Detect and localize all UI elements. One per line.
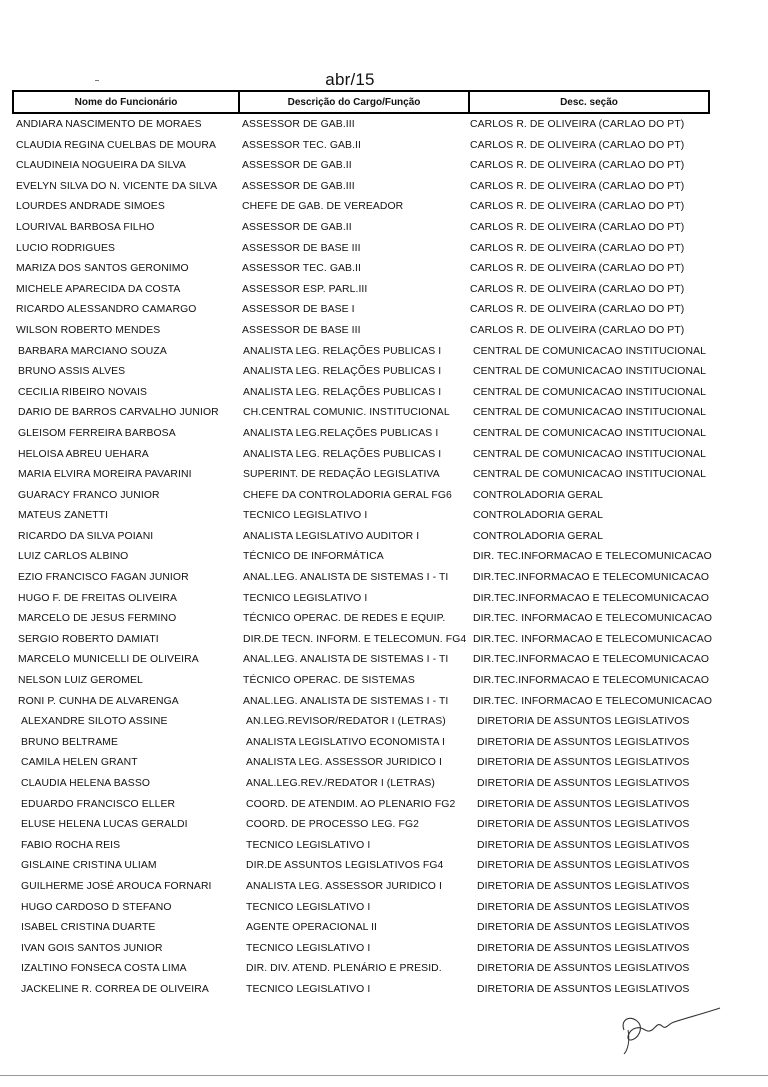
table-row (0, 320, 768, 341)
section-name: DIRETORIA DE ASSUNTOS LEGISLATIVOS (477, 901, 690, 913)
section-name: CARLOS R. DE OLIVEIRA (CARLAO DO PT) (470, 201, 685, 213)
employee-name: CAMILA HELEN GRANT (21, 757, 138, 769)
employee-name: RICARDO ALESSANDRO CAMARGO (16, 304, 197, 316)
employee-name: IZALTINO FONSECA COSTA LIMA (21, 963, 187, 975)
job-title: ANAL.LEG.REV./REDATOR I (LETRAS) (246, 778, 435, 789)
section-name: CENTRAL DE COMUNICACAO INSTITUCIONAL (473, 448, 706, 460)
table-row (0, 588, 768, 609)
section-name: DIR.TEC. INFORMACAO E TELECOMUNICACAO (473, 695, 713, 707)
job-title: ANALISTA LEG.RELAÇÕES PUBLICAS I (243, 427, 439, 439)
section-name: CONTROLADORIA GERAL (473, 510, 604, 522)
header-section: Desc. seção (560, 97, 618, 108)
employee-name: CLAUDINEIA NOGUEIRA DA SILVA (16, 160, 186, 172)
table-header (12, 90, 710, 114)
section-name: DIRETORIA DE ASSUNTOS LEGISLATIVOS (477, 860, 690, 872)
table-row (0, 691, 768, 712)
employee-name: BARBARA MARCIANO SOUZA (18, 345, 167, 357)
section-name: DIRETORIA DE ASSUNTOS LEGISLATIVOS (477, 922, 690, 934)
table-row (0, 979, 768, 1000)
section-name: DIR.TEC. INFORMACAO E TELECOMUNICACAO (473, 613, 713, 625)
table-row (0, 897, 768, 918)
header-name: Nome do Funcionário (14, 92, 240, 112)
employee-name: LOURDES ANDRADE SIMOES (16, 201, 165, 213)
employee-name: HUGO CARDOSO D STEFANO (21, 901, 172, 913)
section-name: CENTRAL DE COMUNICACAO INSTITUCIONAL (473, 366, 706, 378)
employee-name: MARCELO DE JESUS FERMINO (18, 613, 177, 625)
job-title: TÉCNICO OPERAC. DE REDES E EQUIP. (243, 613, 446, 625)
section-name: CARLOS R. DE OLIVEIRA (CARLAO DO PT) (470, 324, 685, 336)
employee-name: ELUSE HELENA LUCAS GERALDI (21, 819, 188, 831)
employee-name: DARIO DE BARROS CARVALHO JUNIOR (18, 407, 219, 419)
section-name: DIR.TEC.INFORMACAO E TELECOMUNICACAO (473, 675, 710, 687)
table-row (0, 876, 768, 897)
table-row (0, 114, 768, 135)
employee-name: EZIO FRANCISCO FAGAN JUNIOR (18, 572, 189, 584)
job-title: ANAL.LEG. ANALISTA DE SISTEMAS I - TI (243, 572, 449, 584)
job-title: COORD. DE PROCESSO LEG. FG2 (246, 819, 420, 831)
employee-name: LOURIVAL BARBOSA FILHO (16, 221, 155, 233)
employee-name: BRUNO BELTRAME (21, 736, 119, 748)
section-name: CENTRAL DE COMUNICACAO INSTITUCIONAL (473, 386, 706, 398)
job-title: ASSESSOR DE BASE I (242, 304, 355, 316)
table-row (0, 670, 768, 691)
table-row (0, 917, 768, 938)
table-row (0, 196, 768, 217)
employee-name: GUILHERME JOSÉ AROUCA FORNARI (21, 880, 212, 892)
table-row (0, 464, 768, 485)
employee-name: CLAUDIA HELENA BASSO (21, 778, 151, 789)
section-name: DIRETORIA DE ASSUNTOS LEGISLATIVOS (477, 716, 690, 728)
employee-name: HUGO F. DE FREITAS OLIVEIRA (18, 592, 177, 604)
employee-name: HELOISA ABREU UEHARA (18, 448, 149, 460)
table-row (0, 711, 768, 732)
employee-name: GISLAINE CRISTINA ULIAM (21, 860, 157, 872)
employee-name: ALEXANDRE SILOTO ASSINE (21, 716, 168, 728)
section-name: DIR. TEC.INFORMACAO E TELECOMUNICACAO (473, 551, 712, 563)
section-name: CARLOS R. DE OLIVEIRA (CARLAO DO PT) (470, 139, 685, 151)
employee-name: CLAUDIA REGINA CUELBAS DE MOURA (16, 139, 216, 151)
table-row (0, 258, 768, 279)
job-title: ASSESSOR DE GAB.III (242, 119, 355, 130)
page-bottom-edge (0, 1075, 768, 1076)
job-title: DIR.DE ASSUNTOS LEGISLATIVOS FG4 (246, 860, 444, 872)
table-row (0, 835, 768, 856)
section-name: CARLOS R. DE OLIVEIRA (CARLAO DO PT) (470, 180, 685, 192)
job-title: DIR.DE TECN. INFORM. E TELECOMUN. FG4 (243, 633, 467, 645)
job-title: AN.LEG.REVISOR/REDATOR I (LETRAS) (246, 716, 446, 728)
employee-name: MICHELE APARECIDA DA COSTA (16, 283, 181, 295)
table-row (0, 814, 768, 835)
table-row (0, 546, 768, 567)
job-title: TÉCNICO OPERAC. DE SISTEMAS (243, 675, 415, 687)
employee-name: CECILIA RIBEIRO NOVAIS (18, 386, 148, 398)
section-name: CARLOS R. DE OLIVEIRA (CARLAO DO PT) (470, 242, 685, 254)
employee-name: GLEISOM FERREIRA BARBOSA (18, 427, 176, 439)
section-name: DIRETORIA DE ASSUNTOS LEGISLATIVOS (477, 736, 690, 748)
section-name: CARLOS R. DE OLIVEIRA (CARLAO DO PT) (470, 283, 685, 295)
job-title: ASSESSOR DE GAB.II (242, 160, 352, 172)
job-title: CHEFE DE GAB. DE VEREADOR (242, 201, 404, 213)
section-name: CARLOS R. DE OLIVEIRA (CARLAO DO PT) (470, 263, 685, 275)
table-row (0, 135, 768, 156)
job-title: TECNICO LEGISLATIVO I (246, 901, 371, 913)
table-row (0, 608, 768, 629)
employee-name: RICARDO DA SILVA POIANI (18, 530, 154, 542)
header-role: Descrição do Cargo/Função (240, 92, 470, 112)
employee-name: MARCELO MUNICELLI DE OLIVEIRA (18, 654, 199, 666)
table-row (0, 526, 768, 547)
job-title: ANALISTA LEG. ASSESSOR JURIDICO I (246, 757, 442, 769)
section-name: DIRETORIA DE ASSUNTOS LEGISLATIVOS (477, 839, 690, 851)
job-title: ANAL.LEG. ANALISTA DE SISTEMAS I - TI (243, 695, 449, 707)
employee-name: EVELYN SILVA DO N. VICENTE DA SILVA (16, 180, 218, 192)
employee-name: NELSON LUIZ GEROMEL (18, 675, 143, 687)
section-name: DIR.TEC.INFORMACAO E TELECOMUNICACAO (473, 592, 710, 604)
employee-name: FABIO ROCHA REIS (21, 839, 121, 851)
table-row (0, 649, 768, 670)
section-name: CARLOS R. DE OLIVEIRA (CARLAO DO PT) (470, 119, 685, 130)
employee-name: LUCIO RODRIGUES (16, 242, 116, 254)
table-row (0, 279, 768, 300)
job-title: TECNICO LEGISLATIVO I (246, 942, 371, 954)
section-name: CONTROLADORIA GERAL (473, 489, 604, 501)
section-name: CENTRAL DE COMUNICACAO INSTITUCIONAL (473, 345, 706, 357)
table-row (0, 155, 768, 176)
table-row (0, 505, 768, 526)
table-row (0, 732, 768, 753)
table-row (0, 299, 768, 320)
job-title: ANALISTA LEG. RELAÇÕES PUBLICAS I (243, 366, 442, 378)
table-row (0, 238, 768, 259)
job-title: SUPERINT. DE REDAÇÃO LEGISLATIVA (243, 469, 440, 481)
employee-name: BRUNO ASSIS ALVES (18, 366, 126, 378)
job-title: ANALISTA LEG. ASSESSOR JURIDICO I (246, 880, 442, 892)
job-title: ANAL.LEG. ANALISTA DE SISTEMAS I - TI (243, 654, 449, 666)
section-name: CENTRAL DE COMUNICACAO INSTITUCIONAL (473, 469, 706, 481)
job-title: ASSESSOR DE BASE III (242, 242, 361, 254)
table-row (0, 361, 768, 382)
job-title: TECNICO LEGISLATIVO I (243, 510, 368, 522)
employee-name: SERGIO ROBERTO DAMIATI (18, 633, 159, 645)
section-name: DIR.TEC.INFORMACAO E TELECOMUNICACAO (473, 654, 710, 666)
job-title: ANALISTA LEG. RELAÇÕES PUBLICAS I (243, 386, 442, 398)
table-row (0, 485, 768, 506)
table-row (0, 567, 768, 588)
section-name: CENTRAL DE COMUNICACAO INSTITUCIONAL (473, 407, 706, 419)
table-row (0, 752, 768, 773)
employee-name: EDUARDO FRANCISCO ELLER (21, 798, 176, 810)
table-body (0, 114, 768, 1000)
job-title: DIR. DIV. ATEND. PLENÁRIO E PRESID. (246, 963, 442, 975)
job-title: ANALISTA LEG. RELAÇÕES PUBLICAS I (243, 448, 442, 460)
employee-name: ISABEL CRISTINA DUARTE (21, 922, 156, 934)
employee-name: MARIZA DOS SANTOS GERONIMO (16, 263, 189, 275)
job-title: COORD. DE ATENDIM. AO PLENARIO FG2 (246, 798, 456, 810)
section-name: DIRETORIA DE ASSUNTOS LEGISLATIVOS (477, 778, 690, 789)
table-row (0, 444, 768, 465)
employee-name: WILSON ROBERTO MENDES (16, 324, 161, 336)
section-name: DIRETORIA DE ASSUNTOS LEGISLATIVOS (477, 942, 690, 954)
job-title: TÉCNICO DE INFORMÁTICA (243, 551, 384, 563)
section-name: CARLOS R. DE OLIVEIRA (CARLAO DO PT) (470, 304, 685, 316)
section-name: DIR.TEC.INFORMACAO E TELECOMUNICACAO (473, 572, 710, 584)
section-name: CENTRAL DE COMUNICACAO INSTITUCIONAL (473, 427, 706, 439)
table-row (0, 773, 768, 794)
section-name: DIRETORIA DE ASSUNTOS LEGISLATIVOS (477, 983, 690, 995)
employee-name: JACKELINE R. CORREA DE OLIVEIRA (21, 983, 209, 995)
employee-name: GUARACY FRANCO JUNIOR (18, 489, 160, 501)
table-row (0, 629, 768, 650)
job-title: ANALISTA LEGISLATIVO ECONOMISTA I (246, 736, 446, 748)
employee-name: MARIA ELVIRA MOREIRA PAVARINI (18, 469, 192, 481)
job-title: TECNICO LEGISLATIVO I (246, 839, 371, 851)
employee-name: ANDIARA NASCIMENTO DE MORAES (16, 119, 202, 130)
table-row (0, 958, 768, 979)
section-name: CARLOS R. DE OLIVEIRA (CARLAO DO PT) (470, 221, 685, 233)
section-name: DIRETORIA DE ASSUNTOS LEGISLATIVOS (477, 819, 690, 831)
job-title: ANALISTA LEGISLATIVO AUDITOR I (243, 530, 420, 542)
employee-name: LUIZ CARLOS ALBINO (18, 551, 129, 563)
job-title: TECNICO LEGISLATIVO I (243, 592, 368, 604)
table-row (0, 176, 768, 197)
employee-name: IVAN GOIS SANTOS JUNIOR (21, 942, 163, 954)
table-row (0, 938, 768, 959)
section-name: CONTROLADORIA GERAL (473, 530, 604, 542)
job-title: TECNICO LEGISLATIVO I (246, 983, 371, 995)
job-title: ASSESSOR DE BASE III (242, 324, 361, 336)
table-row (0, 855, 768, 876)
section-name: CARLOS R. DE OLIVEIRA (CARLAO DO PT) (470, 160, 685, 172)
table-row (0, 341, 768, 362)
section-name: DIRETORIA DE ASSUNTOS LEGISLATIVOS (477, 963, 690, 975)
job-title: ASSESSOR TEC. GAB.II (242, 263, 362, 275)
section-name: DIRETORIA DE ASSUNTOS LEGISLATIVOS (477, 757, 690, 769)
job-title: ASSESSOR TEC. GAB.II (242, 139, 362, 151)
job-title: CH.CENTRAL COMUNIC. INSTITUCIONAL (243, 407, 450, 419)
employee-name: RONI P. CUNHA DE ALVARENGA (18, 695, 179, 707)
table-row (0, 217, 768, 238)
section-name: DIR.TEC. INFORMACAO E TELECOMUNICACAO (473, 633, 713, 645)
job-title: CHEFE DA CONTROLADORIA GERAL FG6 (243, 489, 452, 501)
table-row (0, 423, 768, 444)
job-title: ASSESSOR DE GAB.III (242, 180, 355, 192)
employee-name: MATEUS ZANETTI (18, 510, 109, 522)
page-title: abr/15 (325, 70, 375, 89)
section-name: DIRETORIA DE ASSUNTOS LEGISLATIVOS (477, 880, 690, 892)
section-name: DIRETORIA DE ASSUNTOS LEGISLATIVOS (477, 798, 690, 810)
job-title: ASSESSOR DE GAB.II (242, 221, 352, 233)
job-title: ANALISTA LEG. RELAÇÕES PUBLICAS I (243, 345, 442, 357)
table-row (0, 402, 768, 423)
table-row (0, 794, 768, 815)
job-title: AGENTE OPERACIONAL II (246, 922, 378, 934)
job-title: ASSESSOR ESP. PARL.III (242, 283, 368, 295)
table-row (0, 382, 768, 403)
handwritten-signature (616, 1000, 726, 1060)
